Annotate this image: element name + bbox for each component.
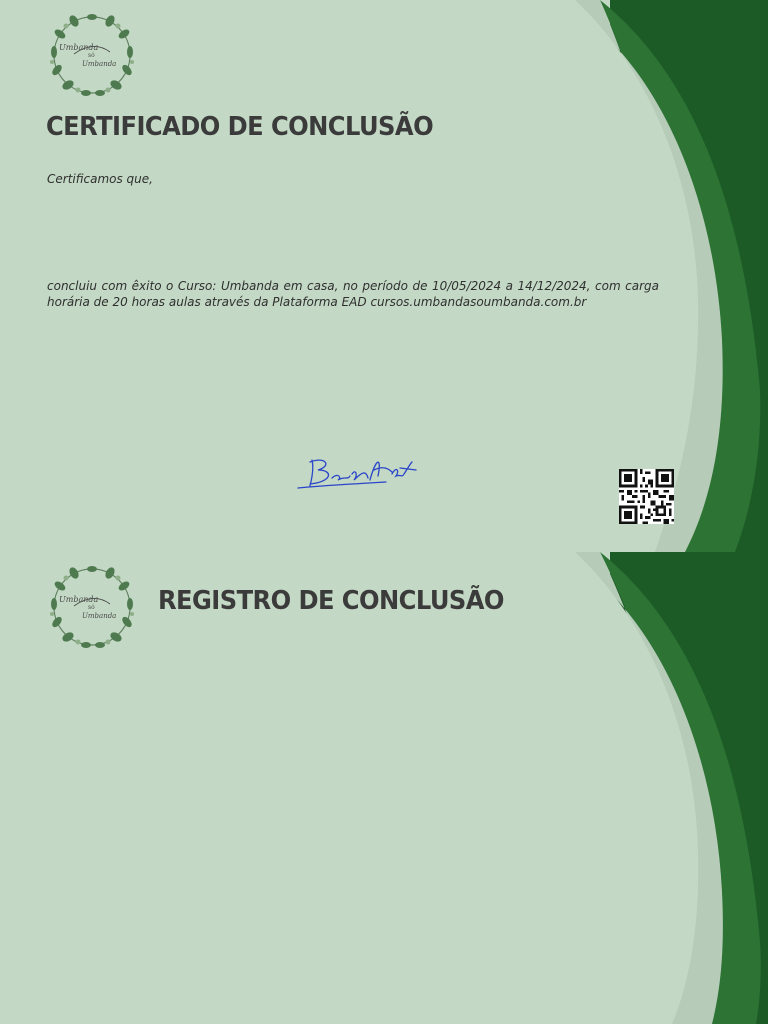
laurel-wreath-icon [44,10,140,100]
seal-text-bottom: Umbanda [82,60,117,68]
certificate-body: concluiu com êxito o Curso: Umbanda em casa, no período de 10/05/2024 a 14/12/2024, com carga horária de 20 horas aulas através da Plataforma EAD cursos.umbandasoumbanda.com.br [47,279,659,309]
qr-code-graphic [619,469,674,524]
logo-seal [44,10,140,100]
seal-text-mid: só [88,52,95,59]
signature-image [296,452,418,496]
seal-text-bottom: Umbanda [82,612,117,620]
certificate-intro: Certificamos que, [47,172,153,186]
registry-page [0,552,768,1024]
registry-title: REGISTRO DE CONCLUSÃO [158,586,504,616]
seal-text-top: Umbanda [59,43,99,52]
qr-code-icon[interactable] [619,469,674,524]
certificate-title: CERTIFICADO DE CONCLUSÃO [46,112,434,142]
seal-text-mid: só [88,604,95,611]
logo-seal [44,562,140,652]
signature [296,452,418,496]
seal-text-top: Umbanda [59,595,99,604]
laurel-wreath-icon [44,562,140,652]
